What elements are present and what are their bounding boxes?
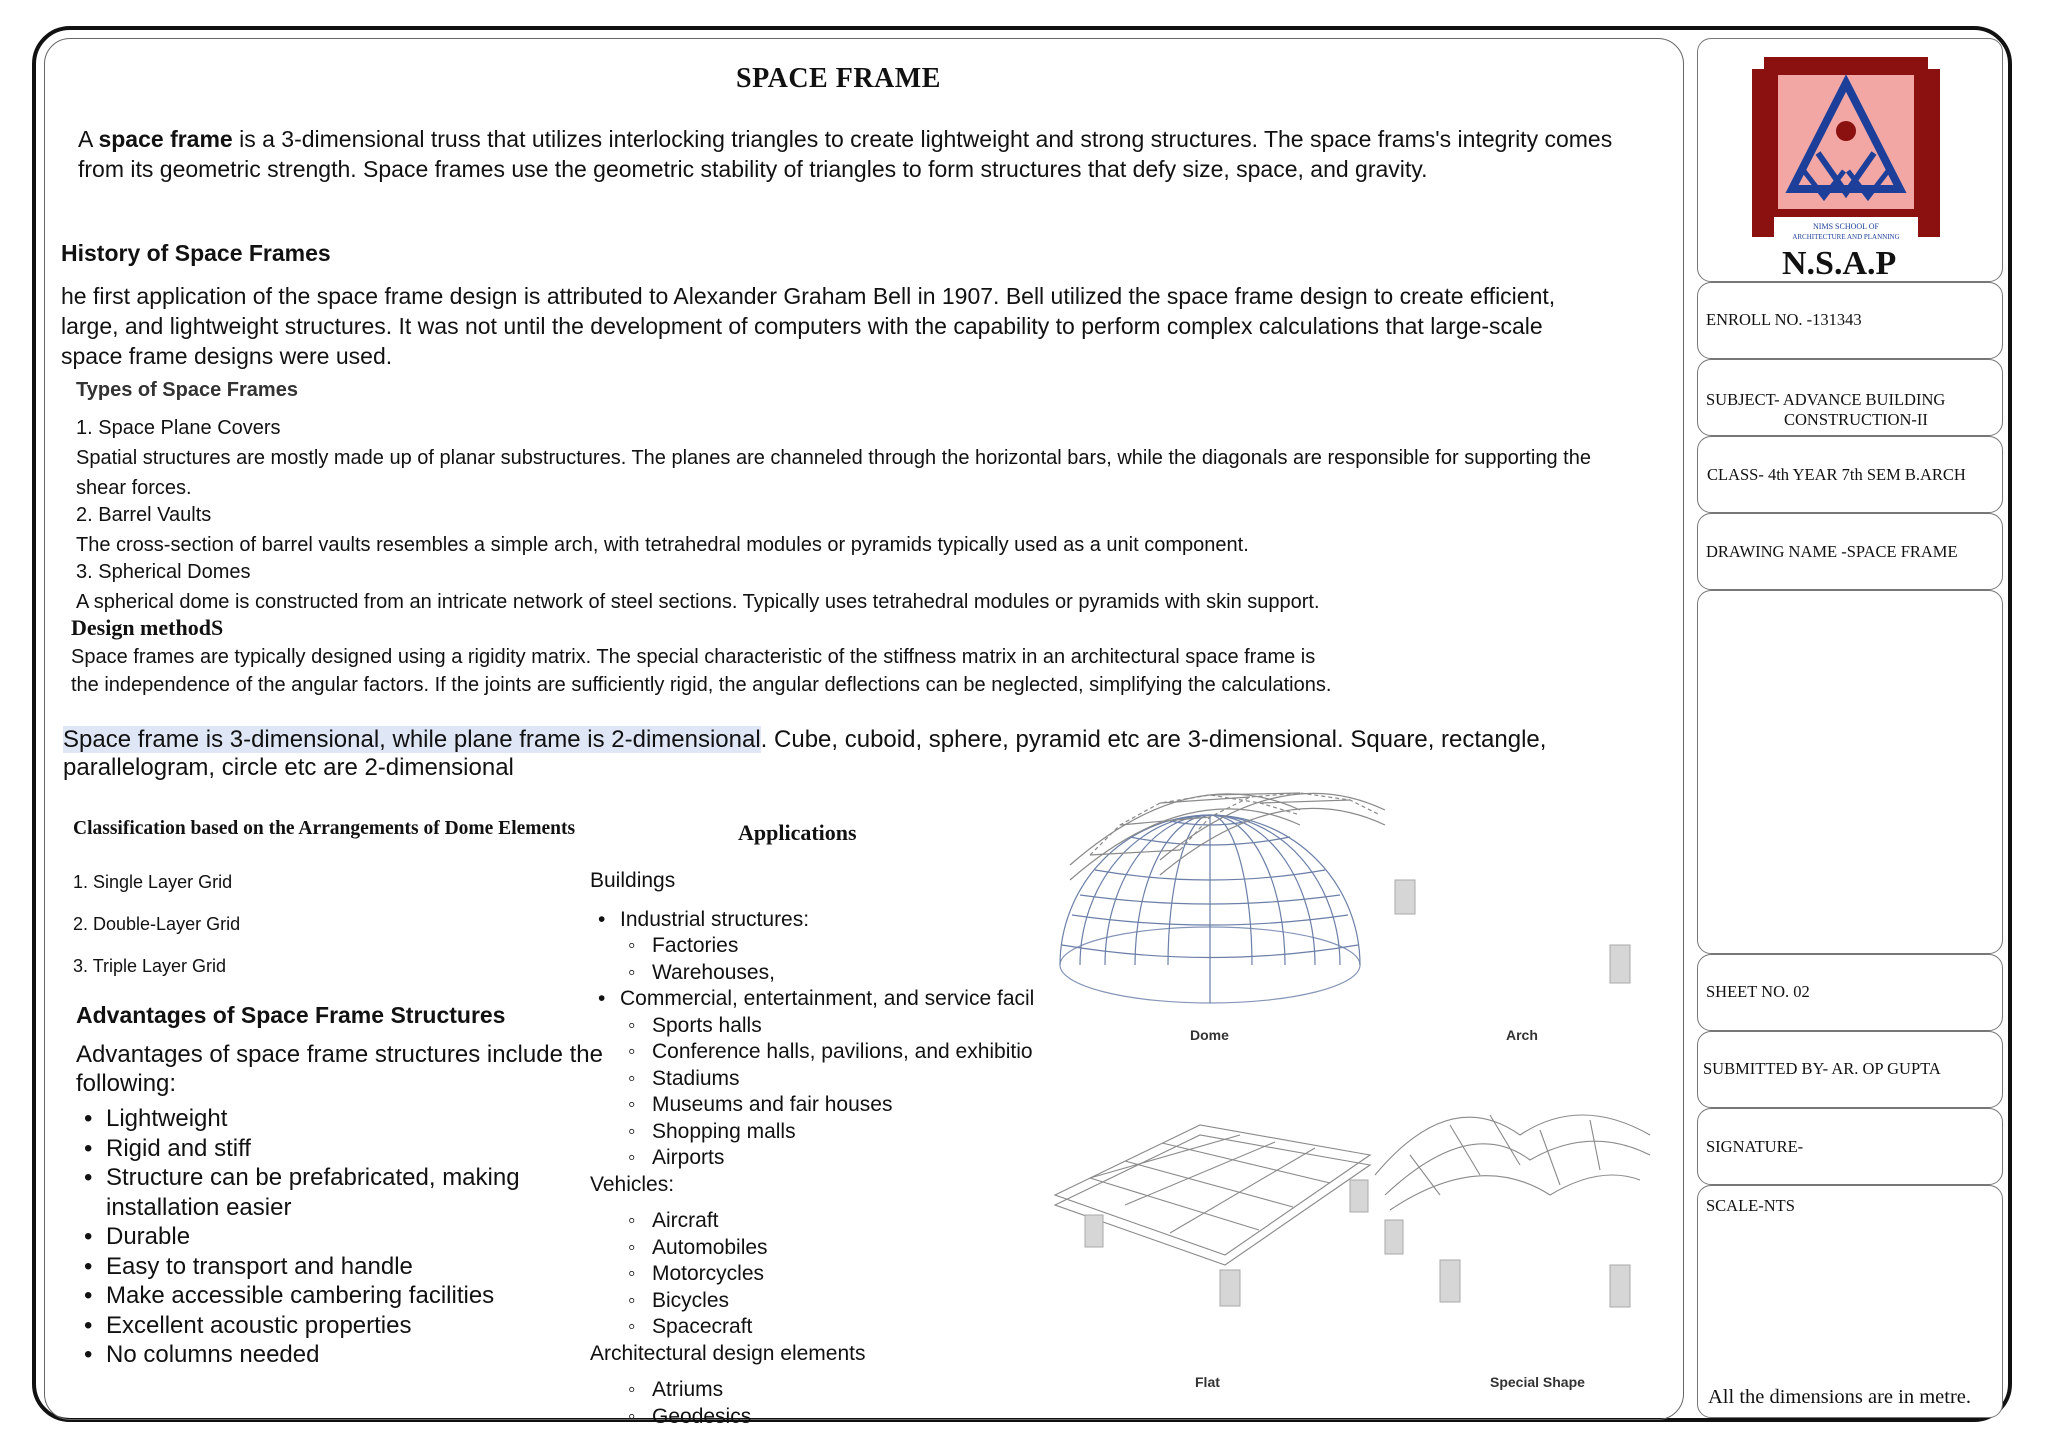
class-block — [1697, 436, 2003, 513]
flat-support — [1085, 1215, 1103, 1247]
advantage-item: • Make accessible cambering facilities — [76, 1281, 546, 1311]
arch-sublist — [590, 1377, 1050, 1428]
type-item-name: 1. Space Plane Covers — [76, 417, 281, 439]
industrial-sublist — [590, 933, 1050, 986]
submitted-by-block — [1697, 1031, 2003, 1108]
comparison-rest: . Cube, cuboid, sphere, pyramid etc are 3-dimensional. Square, rectangle, parallelogram, circle etc are 2-dimensional — [63, 726, 1547, 781]
application-item: ◦ Geodesics — [590, 1404, 1050, 1429]
application-item: ◦ Automobiles — [590, 1235, 1050, 1262]
dome-frame-illustration — [1060, 815, 1360, 1003]
application-item: ◦ Airports — [590, 1145, 1050, 1172]
applications-buildings-label: Buildings — [590, 869, 676, 892]
application-item: ◦ Motorcycles — [590, 1261, 1050, 1288]
applications-buildings-list — [590, 907, 1050, 934]
dimensions-note: All the dimensions are in metre. — [1708, 1386, 1972, 1408]
application-item: ◦ Aircraft — [590, 1208, 1050, 1235]
vehicles-sublist — [590, 1208, 1050, 1341]
advantage-item: • Rigid and stiff — [76, 1134, 546, 1164]
drawing-name: DRAWING NAME -SPACE FRAME — [1706, 542, 1958, 561]
enroll-number: ENROLL NO. -131343 — [1706, 310, 1862, 329]
logo-caption-2: ARCHITECTURE AND PLANNING — [1792, 233, 1900, 241]
arch-support — [1610, 945, 1630, 983]
institute-logo — [1748, 53, 1944, 249]
design-heading: Design methodS — [71, 615, 224, 640]
institute-initials: N.S.A.P — [1782, 245, 1897, 282]
class-info: CLASS- 4th YEAR 7th SEM B.ARCH — [1707, 465, 1966, 484]
application-item: ◦ Sports halls — [590, 1013, 1050, 1040]
enroll-block — [1697, 282, 2003, 359]
advantage-item: • Lightweight — [76, 1104, 546, 1134]
applications-commercial-list — [590, 986, 1050, 1013]
signature-block — [1697, 1108, 2003, 1185]
applications-list — [590, 868, 1050, 1428]
advantages-heading: Advantages of Space Frame Structures — [76, 1002, 506, 1028]
application-item: ◦ Conference halls, pavilions, and exhibitio — [590, 1039, 1050, 1066]
special-support — [1385, 1220, 1403, 1254]
figure-caption-special-shape: Special Shape — [1490, 1374, 1585, 1390]
types-heading: Types of Space Frames — [76, 379, 298, 401]
history-paragraph: he first application of the space frame design is attributed to Alexander Graham Bell in 1907. Bell utilized the space frame design to create efficient, large, and lightweight structures. It was not until the development of computers with the capability to perform complex calculations that large-scale space frame designs were used. — [61, 283, 1556, 369]
classification-heading: Classification based on the Arrangements of Dome Elements — [73, 818, 576, 839]
commercial-sublist — [590, 1013, 1050, 1172]
application-item: ◦ Factories — [590, 933, 1050, 960]
figure-caption-flat: Flat — [1195, 1374, 1220, 1390]
signature-label: SIGNATURE- — [1706, 1137, 1804, 1156]
advantage-item: • Structure can be prefabricated, making installation easier — [76, 1163, 546, 1222]
special-support — [1610, 1265, 1630, 1307]
advantage-item: • Easy to transport and handle — [76, 1252, 546, 1282]
drawing-name-block — [1697, 513, 2003, 590]
classification-list — [73, 861, 240, 987]
arch-frame-illustration — [1070, 793, 1385, 880]
applications-category-label: Commercial, entertainment, and service facil — [620, 987, 1035, 1010]
flat-support — [1220, 1270, 1240, 1306]
advantage-item: • Excellent acoustic properties — [76, 1311, 546, 1341]
special-support — [1440, 1260, 1460, 1302]
type-item-desc: The cross-section of barrel vaults resembles a simple arch, with tetrahedral modules or pyramids typically used as a unit component. — [76, 534, 1249, 556]
classification-item: 2. Double-Layer Grid — [73, 914, 241, 934]
applications-category — [590, 907, 1050, 934]
application-item: ◦ Museums and fair houses — [590, 1092, 1050, 1119]
application-item: ◦ Stadiums — [590, 1066, 1050, 1093]
classification-item: 3. Triple Layer Grid — [73, 956, 227, 976]
page-title: SPACE FRAME — [736, 63, 941, 94]
applications-vehicles-label: Vehicles: — [590, 1172, 675, 1196]
applications-arch-label: Architectural design elements — [590, 1341, 866, 1365]
advantage-item: • Durable — [76, 1222, 546, 1252]
subject-line-2: CONSTRUCTION-II — [1784, 410, 1928, 429]
type-item-desc: A spherical dome is constructed from an intricate network of steel sections. Typically uses tetrahedral modules or pyramids with skin support. — [76, 591, 1320, 613]
classification-item: 1. Single Layer Grid — [73, 872, 233, 892]
types-list — [76, 413, 1596, 617]
intro-paragraph — [78, 124, 1618, 184]
applications-category-label: Industrial structures: — [620, 907, 810, 931]
subject-block — [1697, 359, 2003, 436]
application-item: ◦ Atriums — [590, 1377, 1050, 1404]
sheet-number-block — [1697, 954, 2003, 1031]
figure-caption-dome: Dome — [1190, 1027, 1229, 1043]
sheet-number: SHEET NO. 02 — [1706, 982, 1810, 1001]
flat-support — [1350, 1180, 1368, 1212]
comparison-highlight: Space frame is 3-dimensional, while plane frame is 2-dimensional — [63, 726, 761, 753]
arch-support — [1395, 880, 1415, 914]
design-paragraph — [71, 643, 1331, 699]
design-line-2: the independence of the angular factors. If the joints are sufficiently rigid, the angular deflections can be neglected, simplifying the calculations. — [71, 674, 1332, 696]
blank-block — [1697, 590, 2003, 954]
logo-caption-1: NIMS SCHOOL OF — [1813, 222, 1879, 231]
intro-prefix: A — [78, 126, 99, 152]
subject-line-1: SUBJECT- ADVANCE BUILDING — [1706, 390, 1946, 409]
application-item: ◦ Warehouses, — [590, 960, 1050, 987]
type-item-name: 3. Spherical Domes — [76, 561, 251, 583]
special-shape-frame-illustration — [1375, 1115, 1650, 1210]
advantages-intro: Advantages of space frame structures include the following: — [76, 1041, 603, 1097]
application-item: ◦ Bicycles — [590, 1288, 1050, 1315]
application-item: ◦ Spacecraft — [590, 1314, 1050, 1341]
design-line-1: Space frames are typically designed using a rigidity matrix. The special characteristic of the stiffness matrix in an architectural space frame is — [71, 646, 1316, 668]
type-item-name: 2. Barrel Vaults — [76, 504, 212, 526]
space-frame-types-figure — [1050, 755, 1690, 1415]
figure-caption-arch: Arch — [1506, 1027, 1538, 1043]
applications-heading: Applications — [738, 820, 857, 845]
history-heading: History of Space Frames — [61, 240, 331, 266]
applications-category — [590, 986, 1050, 1013]
scale-block — [1697, 1185, 2003, 1418]
intro-rest: is a 3-dimensional truss that utilizes interlocking triangles to create lightweight and strong structures. The space frams's integrity comes from its geometric strength. Space frames use the geometric stability of triangles to form structures that defy size, space, and gravity. — [78, 126, 1613, 182]
type-item-desc: Spatial structures are mostly made up of planar substructures. The planes are channeled through the horizontal bars, while the diagonals are responsible for supporting the shear forces. — [76, 447, 1591, 499]
intro-bold-term: space frame — [98, 126, 233, 152]
advantages-list — [76, 1104, 546, 1370]
application-item: ◦ Shopping malls — [590, 1119, 1050, 1146]
advantage-item: • No columns needed — [76, 1340, 546, 1370]
logo-block — [1697, 38, 2003, 282]
scale-label: SCALE-NTS — [1706, 1196, 1795, 1215]
submitted-by: SUBMITTED BY- AR. OP GUPTA — [1703, 1059, 1941, 1078]
